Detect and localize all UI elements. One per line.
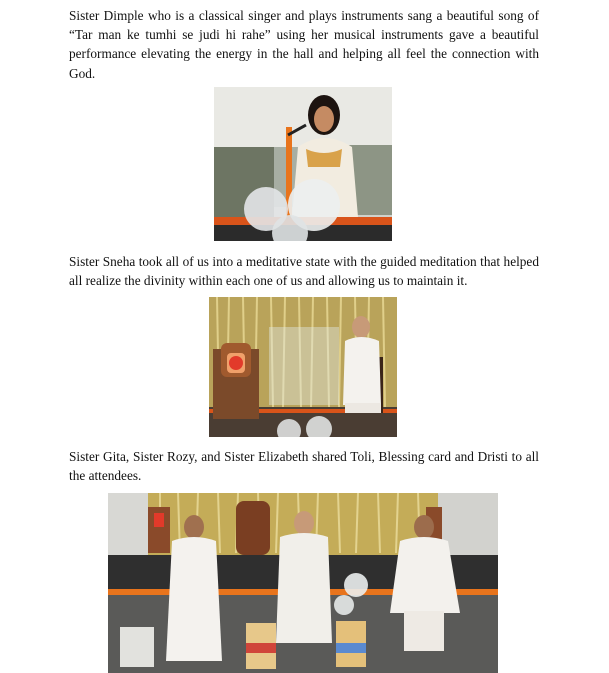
paragraph-toli-sharing: Sister Gita, Sister Rozy, and Sister Elizabeth shared Toli, Blessing card and Dristi to all the attendees. (69, 449, 539, 484)
paragraph-dimple-song: Sister Dimple who is a classical singer and plays instruments sang a beautiful song of “Tar man ke tumhi se judi hi rahe” using her musical instruments gave a beautiful performance elevating the energy in the hall and helping all feel the connection with God. (69, 8, 539, 81)
photo-three-sisters-illustration (108, 493, 498, 673)
paragraph-sneha-meditation: Sister Sneha took all of us into a meditative state with the guided meditation that helped all realize the divinity within each one of us and allowing us to maintain it. (69, 254, 539, 289)
photo-meditation (209, 297, 397, 437)
photo-singer (214, 87, 392, 241)
photo-three-sisters (108, 493, 498, 673)
photo-meditation-illustration (209, 297, 397, 437)
photo-singer-illustration (214, 87, 392, 241)
